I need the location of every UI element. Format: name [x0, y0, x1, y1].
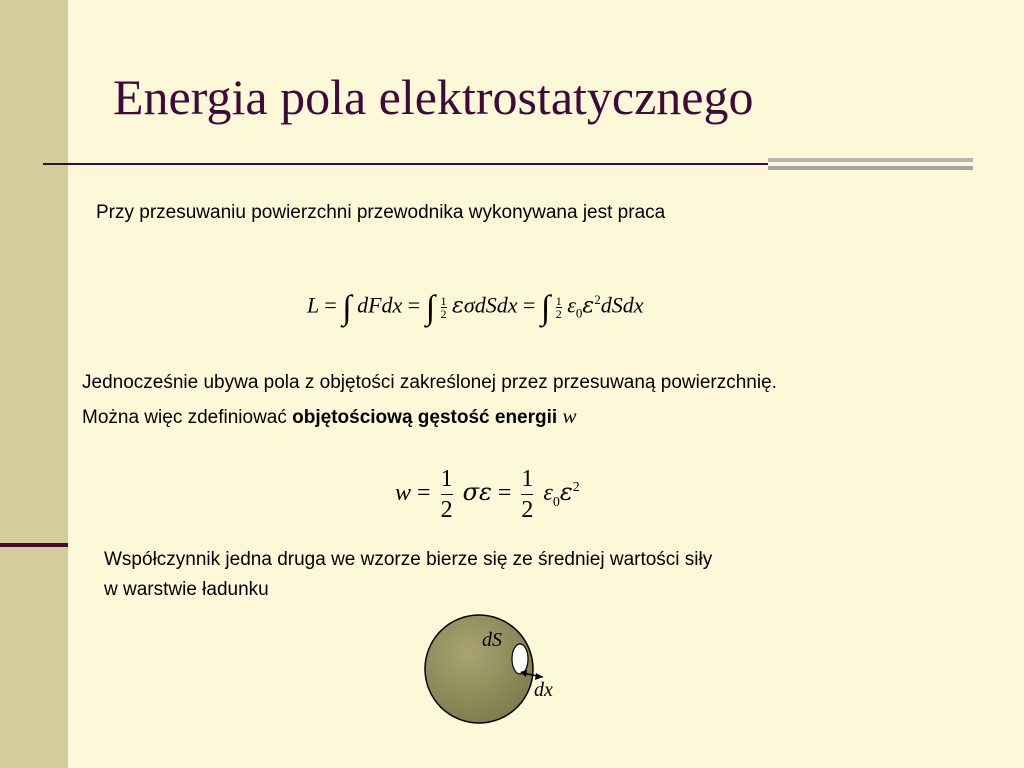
paragraph-define-density [82, 404, 576, 430]
formula1-eq3: = [522, 292, 536, 318]
formula1-eps0: ε [567, 292, 576, 318]
integral-sign-3: ∫ [540, 289, 551, 327]
formula1-part3: dSdx [600, 292, 644, 318]
formula2-exp: 2 [572, 480, 580, 495]
formula2-term1: σε [462, 478, 492, 506]
frac-num: 1 [441, 464, 453, 495]
formula1-half-2 [556, 295, 562, 320]
formula2-lhs: w [395, 480, 412, 506]
title-underline [43, 163, 768, 165]
formula1-half-1 [441, 295, 447, 320]
paragraph-work: Przy przesuwaniu powierzchni przewodnika wykonywana jest praca [96, 202, 666, 223]
define-symbol: w [562, 404, 577, 428]
integral-sign-1: ∫ [342, 289, 352, 327]
side-rule [0, 543, 68, 547]
formula1-field-symbol-2: ε [582, 293, 595, 319]
side-band [0, 0, 68, 768]
formula2-eps0-sub: 0 [552, 494, 560, 510]
paragraph-coefficient-line1: Współczynnik jedna druga we wzorze bierze się ze średniej wartości siły [104, 549, 713, 570]
formula2-eq1: = [417, 480, 431, 506]
frac-num: 1 [521, 464, 533, 495]
formula2-field: ε [559, 478, 573, 506]
formula2-half-2 [517, 464, 537, 525]
accent-bar [768, 158, 973, 174]
formula2-half-1 [437, 464, 457, 525]
formula1-part1: dFdx [357, 292, 403, 318]
frac-num: 1 [555, 293, 562, 308]
formula1-eq1: = [324, 292, 337, 318]
integral-sign-2: ∫ [425, 289, 436, 327]
label-dx: dx [534, 679, 553, 701]
charged-sphere-figure [412, 612, 572, 727]
surface-element [512, 644, 528, 674]
frac-num: 1 [440, 293, 447, 308]
formula2-eps0: ε [543, 480, 553, 506]
frac-den: 2 [440, 496, 453, 523]
formula-work-integral [307, 280, 643, 334]
frac-den: 2 [440, 306, 447, 321]
formula2-eq2: = [497, 480, 512, 506]
define-bold-term: objętościową gęstość energii [292, 407, 558, 428]
frac-den: 2 [555, 306, 562, 321]
formula-energy-density [395, 455, 580, 536]
paragraph-coefficient-line2: w warstwie ładunku [104, 579, 269, 600]
paragraph-field-loss: Jednocześnie ubywa pola z objętości zakreślonej przez przesuwaną powierzchnię. [82, 372, 777, 393]
formula1-part2: σdSdx [463, 292, 518, 318]
formula1-exp: 2 [594, 292, 601, 307]
formula1-eps0-sub: 0 [575, 305, 583, 321]
slide-title: Energia pola elektrostatycznego [113, 69, 754, 125]
formula1-lhs: L [307, 292, 319, 318]
formula1-field-symbol: ε [452, 293, 464, 319]
label-ds: dS [482, 629, 502, 651]
define-prefix: Można więc zdefiniować [82, 407, 293, 428]
frac-den: 2 [521, 496, 534, 523]
formula1-eq2: = [407, 292, 421, 318]
